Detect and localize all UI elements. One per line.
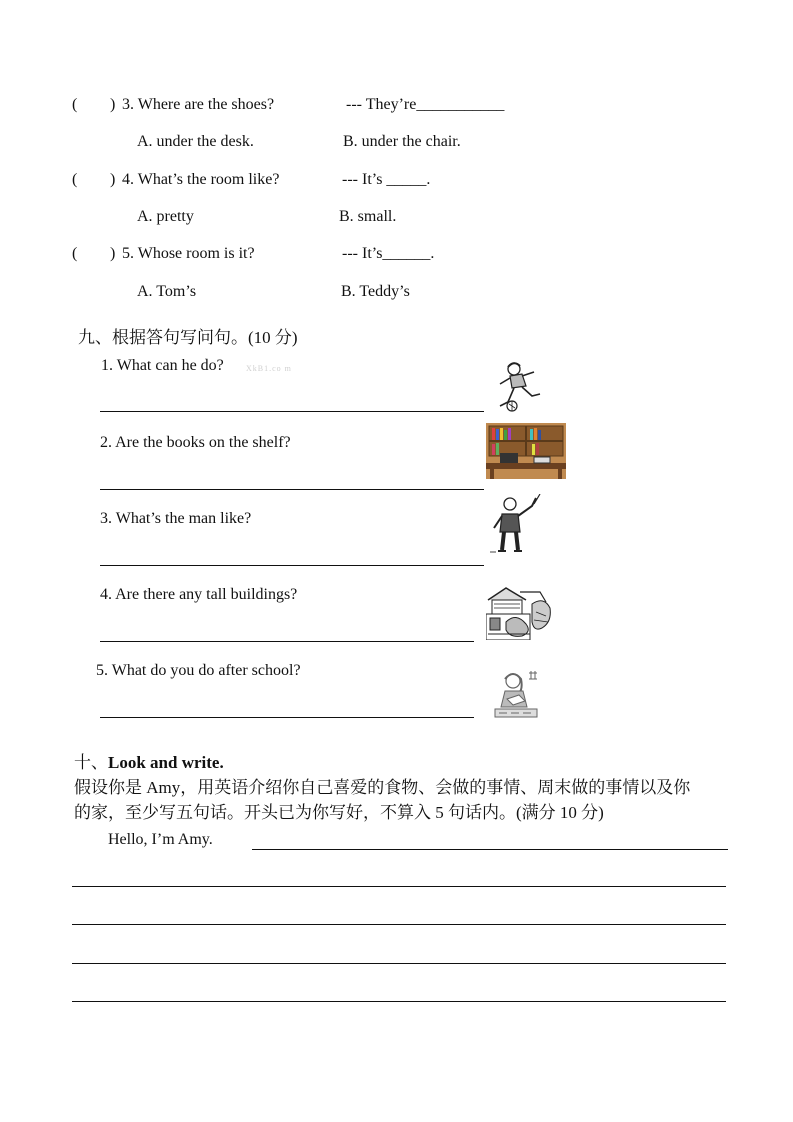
s9-question: 5. What do you do after school? [96, 662, 301, 679]
question-text: 5. Whose room is it? [122, 245, 255, 262]
question-text: 4. What’s the room like? [122, 171, 280, 188]
answer-line[interactable] [100, 641, 474, 642]
option-b: B. under the chair. [343, 133, 461, 150]
section-10-title [74, 748, 224, 773]
option-b: B. small. [339, 208, 397, 225]
writing-line-2[interactable] [72, 886, 726, 887]
answer-paren-close: ) [110, 96, 116, 113]
answer-stem[interactable]: --- They’re___________ [346, 96, 505, 113]
teacher-man-icon [488, 494, 544, 554]
instructions-line-1: 假设你是 Amy，用英语介绍你自己喜爱的食物、会做的事情、周末做的事情以及你 [74, 778, 691, 797]
boy-kicking-football-icon [490, 360, 548, 412]
bookshelf-desk-icon [486, 423, 566, 479]
watermark: XkB1.co m [246, 364, 292, 373]
section-10-prefix: 十、 [74, 753, 108, 772]
answer-paren-open[interactable]: ( [72, 245, 78, 262]
village-houses-icon [486, 582, 552, 640]
writing-line-3[interactable] [72, 924, 726, 925]
section-9-title: 九、根据答句写问句。(10 分) [78, 328, 298, 347]
answer-stem[interactable]: --- It’s______. [342, 245, 435, 262]
section-10-heading: Look and write. [108, 753, 224, 772]
writing-line-4[interactable] [72, 963, 726, 964]
writing-opening: Hello, I’m Amy. [108, 831, 213, 848]
s9-question: 2. Are the books on the shelf? [100, 434, 291, 451]
answer-paren-open[interactable]: ( [72, 171, 78, 188]
answer-line[interactable] [100, 489, 484, 490]
writing-line-5[interactable] [72, 1001, 726, 1002]
answer-paren-open[interactable]: ( [72, 96, 78, 113]
option-a: A. pretty [137, 208, 194, 225]
answer-paren-close: ) [110, 245, 116, 262]
option-a: A. under the desk. [137, 133, 254, 150]
answer-line[interactable] [100, 411, 484, 412]
writing-line-1[interactable] [252, 849, 728, 850]
answer-paren-close: ) [110, 171, 116, 188]
girl-reading-icon [493, 669, 541, 719]
s9-question: 4. Are there any tall buildings? [100, 586, 298, 603]
s9-question: 1. What can he do? [101, 357, 224, 374]
answer-line[interactable] [100, 565, 484, 566]
answer-line[interactable] [100, 717, 474, 718]
instructions-line-2: 的家，至少写五句话。开头已为你写好，不算入 5 句话内。(满分 10 分) [74, 803, 604, 822]
s9-question: 3. What’s the man like? [100, 510, 252, 527]
answer-stem[interactable]: --- It’s _____. [342, 171, 431, 188]
option-b: B. Teddy’s [341, 283, 410, 300]
option-a: A. Tom’s [137, 283, 197, 300]
question-text: 3. Where are the shoes? [122, 96, 275, 113]
